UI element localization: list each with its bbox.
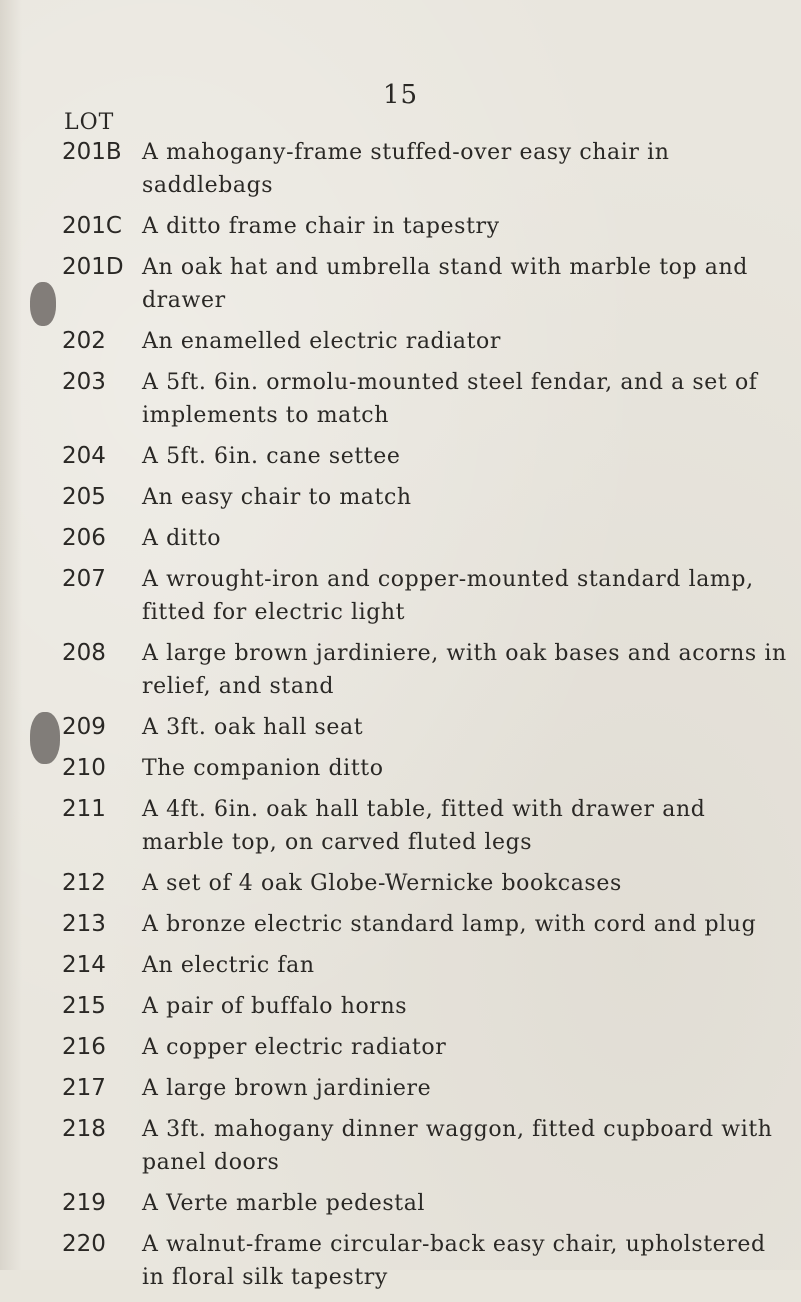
lot-description: A bronze electric standard lamp, with cord and plug [142, 912, 757, 937]
lot-description: A large brown jardiniere [142, 1076, 432, 1101]
lot-description: An enamelled electric radiator [142, 329, 501, 354]
lot-entry [60, 136, 790, 202]
lot-description: A 5ft. 6in. ormolu-mounted steel fendar, and a set of implements to match [142, 370, 758, 428]
lot-description: An electric fan [142, 953, 315, 978]
lot-entry [60, 711, 790, 744]
lot-description: A set of 4 oak Globe-Wernicke bookcases [142, 871, 622, 896]
lot-number: 207 [62, 566, 106, 592]
lot-number: 219 [62, 1190, 106, 1216]
lot-number: 206 [62, 525, 106, 551]
lot-number: 216 [62, 1034, 106, 1060]
lot-description: A 4ft. 6in. oak hall table, fitted with drawer and marble top, on carved fluted legs [142, 797, 706, 855]
lot-entry [60, 325, 790, 358]
lot-entry [60, 867, 790, 900]
lot-number: 203 [62, 369, 106, 395]
lot-description: A large brown jardiniere, with oak bases and acorns in relief, and stand [142, 641, 787, 699]
lot-number: 201D [62, 254, 124, 280]
lot-list [60, 136, 790, 1302]
ink-blot-upper [30, 282, 56, 326]
lot-entry [60, 1113, 790, 1179]
lot-description: A copper electric radiator [142, 1035, 447, 1060]
lot-number: 201C [62, 213, 122, 239]
lot-column-header: LOT [64, 110, 115, 135]
lot-number: 201B [62, 139, 122, 165]
lot-number: 218 [62, 1116, 106, 1142]
lot-entry [60, 522, 790, 555]
lot-number: 214 [62, 952, 106, 978]
lot-entry [60, 990, 790, 1023]
page-edge-shadow [0, 0, 22, 1270]
lot-number: 220 [62, 1231, 106, 1257]
lot-entry [60, 481, 790, 514]
lot-entry [60, 752, 790, 785]
ink-blot-lower [30, 712, 60, 764]
lot-description: A 3ft. mahogany dinner waggon, fitted cupboard with panel doors [142, 1117, 773, 1175]
lot-entry [60, 1187, 790, 1220]
lot-entry [60, 908, 790, 941]
lot-description: A pair of buffalo horns [142, 994, 408, 1019]
lot-number: 217 [62, 1075, 106, 1101]
lot-description: The companion ditto [142, 756, 384, 781]
lot-entry [60, 1228, 790, 1294]
lot-description: An oak hat and umbrella stand with marble top and drawer [142, 255, 748, 313]
lot-description: A wrought-iron and copper-mounted standard lamp, fitted for electric light [142, 567, 754, 625]
lot-number: 202 [62, 328, 106, 354]
lot-entry [60, 210, 790, 243]
lot-description: A walnut-frame circular-back easy chair, upholstered in floral silk tapestry [142, 1232, 766, 1290]
lot-number: 204 [62, 443, 106, 469]
lot-number: 211 [62, 796, 106, 822]
lot-entry [60, 793, 790, 859]
lot-description: A mahogany-frame stuffed-over easy chair in saddlebags [142, 140, 670, 198]
lot-description: A 5ft. 6in. cane settee [142, 444, 401, 469]
lot-entry [60, 1072, 790, 1105]
lot-number: 209 [62, 714, 106, 740]
lot-number: 213 [62, 911, 106, 937]
lot-number: 210 [62, 755, 106, 781]
lot-number: 208 [62, 640, 106, 666]
lot-number: 215 [62, 993, 106, 1019]
lot-entry [60, 563, 790, 629]
lot-description: A ditto frame chair in tapestry [142, 214, 500, 239]
lot-entry [60, 637, 790, 703]
lot-description: A 3ft. oak hall seat [142, 715, 364, 740]
lot-number: 205 [62, 484, 106, 510]
lot-entry [60, 949, 790, 982]
lot-entry [60, 1031, 790, 1064]
lot-entry [60, 366, 790, 432]
lot-entry [60, 251, 790, 317]
lot-number: 212 [62, 870, 106, 896]
lot-entry [60, 440, 790, 473]
lot-description: An easy chair to match [142, 485, 412, 510]
lot-description: A Verte marble pedestal [142, 1191, 426, 1216]
page-number: 15 [382, 80, 419, 110]
lot-description: A ditto [142, 526, 222, 551]
